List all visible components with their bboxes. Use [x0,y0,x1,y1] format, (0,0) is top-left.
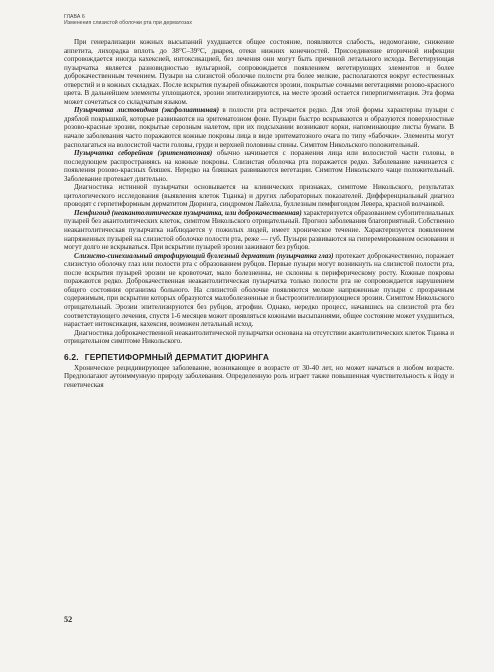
paragraph-mucosal-synechial-dermatitis [64,252,454,329]
paragraph-text: Диагностика доброкачественной неакантолитической пузырчатки основана на отсутствии акантолитических клеток Тцанка и отрицательном симптоме Никольского. [64,328,454,346]
paragraph-duhring-intro [64,364,454,390]
paragraph-text: в полости рта встречается редко. Для этой формы характерны пузыри с дряблой покрышкой, которые развиваются на эритематозном фоне. Пузыри быстро вскрываются и образуются поверхностные розово-красные эрозии, покрытые серозным налетом, при их подсыхании возникают корки, напоминающие листы бумаги. В начале заболевания часто поражаются кожные покровы лица в виде эритематозного очага по типу «бабочки». Элементы могут располагаться на волосистой части головы, груди и верхней половины спины. Симптом Никольского положительный. [64,106,454,149]
term-heading: Пузырчатка себорейная (эритематозная) [74,149,213,158]
term-heading: Слизисто-синехиальный атрофирующий буллезный дерматит (пузырчатка глаз) [74,251,334,260]
page-content [64,38,454,389]
paragraph-text: протекает доброкачественно, поражает слизистую оболочку глаз или полости рта с образованием рубцов. Первые пузыри могут возникнуть на слизистой полости рта, после вскрытия пузырей эрозии не кровоточат, мало болезненны, не склонны к периферическому росту. Кожные покровы поражаются редко. Доброкачественная неакантолитическая пузырчатка только полости рта не сопровождается нарушением общего состояния организма больного. На слизистой оболочке появляются мелкие напряженные пузыри с прозрачным содержимым, при вскрытии которых образуются малоболезненные и быстроэпителизирующиеся эрозии. Симптом Никольского отрицательный. Эрозии эпителизируются без рубцов, атрофии. Однако, нередко процесс, начавшись на слизистой рта без соответствующего лечения, спустя 1-6 месяцев может проявляться кожными высыпаниями, общее состояние может ухудшиться, нарастает интоксикация, кахексия, возможен летальный исход. [64,251,454,329]
chapter-subtitle: Изменения слизистой оболочки рта при дерматозах [64,20,192,27]
paragraph-text: Хроническое рецидивирующее заболевание, возникающее в возрасте от 30-40 лет, но может начаться в любом возрасте. Предполагают аутоиммунную природу заболевания. Определенную роль играет также повышенная чувствительность к йоду и генетическая [64,363,454,389]
paragraph-foliaceous-pemphigus [64,106,454,149]
paragraph-text: характеризуется образованием субэпителиальных пузырей без акантолитических клеток, симптом Никольского отрицательный. Прогноз заболевания благоприятный. Собственно неакантолитическая пузырчатка наблюдается у пожилых людей, имеет хроническое течение. Характеризуется появлением напряженных пузырей на слизистой оболочке полости рта, реже — губ. Пузыри развиваются на гиперемированном основании и могут долго не вскрываться. При вскрытии пузырей эрозии заживают без рубцов. [64,208,454,252]
term-heading: Пузырчатка листовидная (эксфолиативная) [74,106,219,115]
paragraph-text: При генерализации кожных высыпаний ухудшается общее состояние, появляются слабость, недомогание, снижение аппетита, лихорадка вплоть до 38°C–39°C, диарея, отеки нижних конечностей. Присоединение вторичной инфекции сопровождается иногда кахексией, интоксикацией, без лечения они могут быть причиной летального исхода. Вегетирующая пузырчатка является разновидностью вульгарной, сопровождается появлением вегетирующих элементов и более доброкачественным течением. Пузыри на слизистой оболочке полости рта более мелкие, располагаются вокруг естественных отверстий и в кожных складках. После вскрытия пузырей обнажаются эрозии, покрытые сочными вегетациями розово-красного цвета. В дальнейшем элементы уплощаются, эрозии эпителизируются, на месте эрозий остается гиперпигментация. Эта форма может сочетаться со складчатым языком. [64,38,454,106]
paragraph-generalization [64,38,454,106]
section-heading [64,352,454,362]
paragraph-diagnostics-true-pemphigus [64,183,454,209]
term-heading: Пемфигоид (неакантолитическая пузырчатка, или доброкачественная) [74,208,302,217]
paragraph-text: обычно начинается с поражения лица или волосистой части головы, в последующем распространяясь на кожные покровы. Слизистая оболочка рта поражается редко. Заболевание начинается с появления розово-красных бляшек. Нередко на бляшках развиваются вегетации. Симптом Никольского чаще положительный. Заболевание протекает длительно. [64,149,454,183]
section-title: ГЕРПЕТИФОРМНЫЙ ДЕРМАТИТ ДЮРИНГА [84,351,270,362]
section-number: 6.2. [64,351,79,362]
running-head [64,14,192,27]
page-number: 52 [64,615,73,624]
paragraph-diagnostics-benign [64,329,454,346]
paragraph-seborrheic-pemphigus [64,149,454,183]
paragraph-text: Диагностика истинной пузырчатки основывается на клинических признаках, симптоме Никольского, результатах цитологического исследования (выявления клеток Тцанка) и других лабораторных показателей. Дифференциальный диагноз проводят с герпетиформным дерматитом Дюринга, синдромом Лайелла, буллезным пемфигоидом Левера, красной волчанкой. [64,183,454,209]
chapter-label: ГЛАВА 6 [64,14,85,20]
paragraph-pemphigoid [64,209,454,252]
